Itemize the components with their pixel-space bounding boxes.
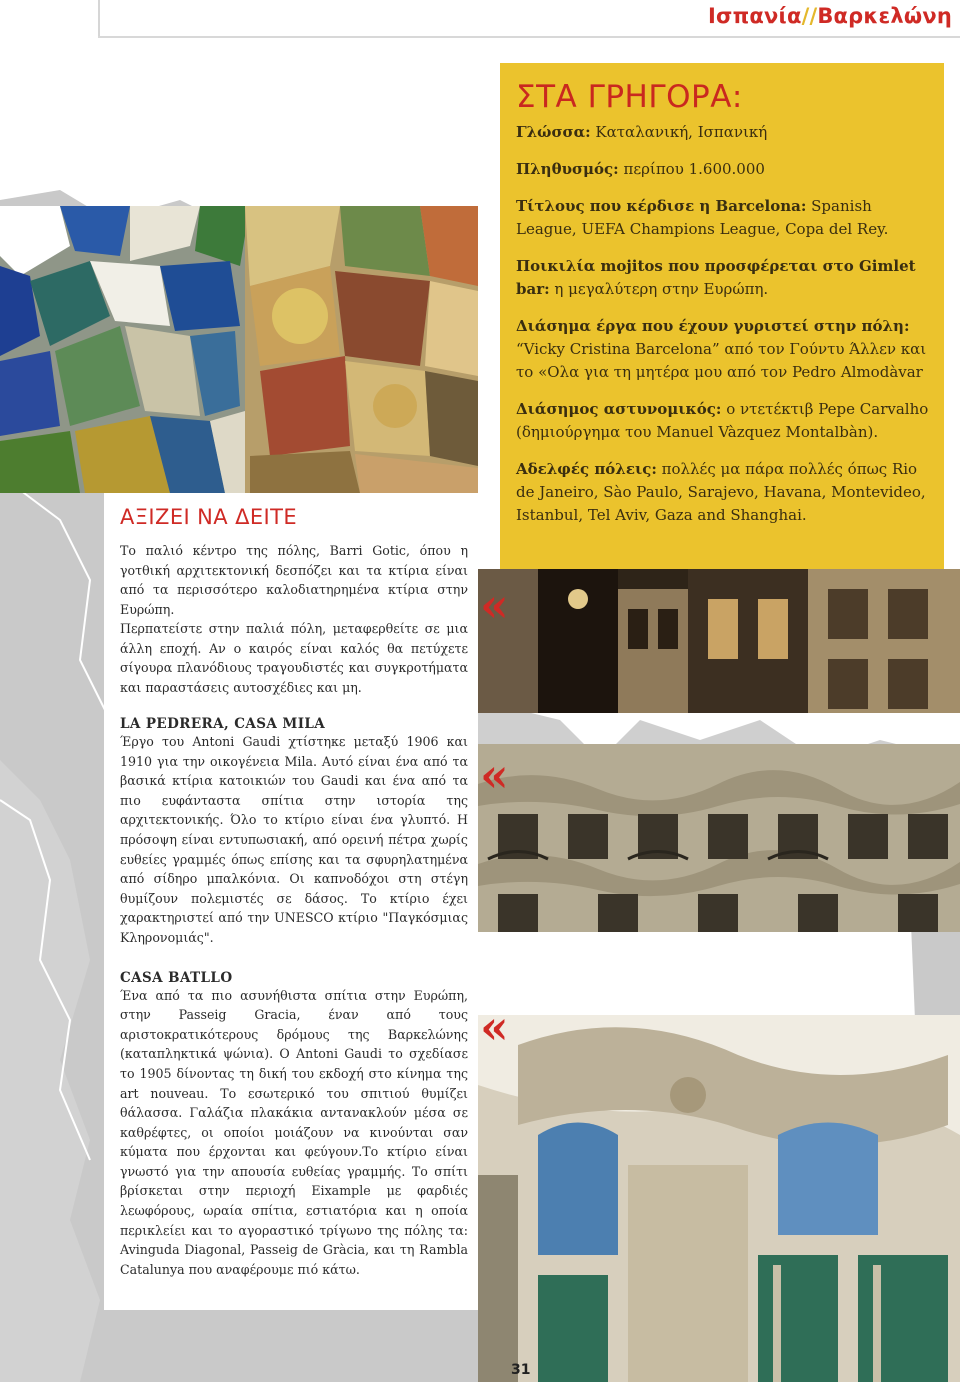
fact-text: Καταλανική, Ισπανική — [590, 123, 768, 141]
fact-label: Πληθυσμός: — [516, 160, 619, 178]
fact-item — [516, 121, 930, 144]
fact-item — [516, 158, 930, 181]
worth-seeing-paragraph: Το παλιό κέντρο της πόλης, Barri Gotic, όπου η γοτθική αρχιτεκτονική δεσπόζει και τα κτίρια είναι από τα περισσότερο καλοδιατηρημένα κτίρια στην Ευρώπη. — [120, 543, 468, 617]
quote-mark: « — [480, 748, 509, 802]
pedrera-body: Έργο του Antoni Gaudi χτίστηκε μεταξύ 1906 και 1910 για την οικογένεια Mila. Αυτό είναι ένα από τα βασικά κτίρια κατοικιών του Gaudi και ένα από τα πιο ευφάνταστα σπίτια στην ιστορία της αρχιτεκτονικής. Όλο το κτίριο είναι ένα γλυπτό. Η πρόσοψη είναι εντυπωσιακή, από ορεινή πέτρα χωρίς ευθείες γραμμές όπως επίσης και τα σφυρηλατημένα από σίδηρο μπαλκόνια. Οι καπνοδόχοι στη στέγη θυμίζουν πολεμιστές σε δάσος. Το κτίριο έχει χαρακτηριστεί από την UNESCO κτίριο "Παγκόσμιας Κληρονομιάς". — [120, 734, 468, 945]
fact-text: ο ντετέκτιβ Pepe Carvalho (δημιούργημα του Manuel Vàzquez Montalbàn). — [516, 400, 929, 441]
batllo-heading: CASA BATLLO — [120, 969, 233, 986]
title-separator: // — [801, 4, 818, 28]
street-photo — [478, 569, 960, 713]
pedrera-heading: LA PEDRERA, CASA MILA — [120, 716, 326, 732]
city-label: Βαρκελώνη — [817, 4, 952, 28]
worth-seeing-title: ΑΞΙΖΕΙ ΝΑ ΔΕΙΤΕ — [120, 505, 298, 529]
quick-facts-title: ΣΤΑ ΓΡΗΓΟΡΑ: — [516, 79, 743, 115]
fact-label: Γλώσσα: — [516, 123, 591, 141]
batllo-body: Ένα από τα πιο ασυνήθιστα σπίτια στην Ευρώπη, στην Passeig Gracia, έναν από τους αριστοκρατικότερους δρόμους της Βαρκελώνης (καταπληκτικά ψώνια). Ο Antoni Gaudi το σχεδίασε το 1905 δίνοντας τη δική του εκδοχή στο κίνημα της art nouveau. Το εσωτερικό του σπιτιού θυμίζει θάλασσα. Γαλάζια πλακάκια αντανακλούν μέσα σε καθρέφτες, οι οποίοι μοιάζουν να κινούνται σαν κύματα που έρχονται και φεύγουν.Το κτίριο είναι γνωστό για την απουσία ευθείας γραμμής. Το σπίτι βρίσκεται στην περιοχή Eixample με φαρδιές λεωφόρους, ωραία σπίτια, εστιατόρια και η οποία περικλείει και το αγοραστικό τρίγωνο της πόλης τα: Avinguda Diagonal, Passeig de Gràcia, και τη Rambla Catalunya που αναφέρουμε πιό κάτω. — [120, 987, 468, 1277]
fact-text: η μεγαλύτερη στην Ευρώπη. — [549, 280, 769, 298]
worth-seeing-paragraph: Περπατείστε στην παλιά πόλη, μεταφερθείτε σε μια άλλη εποχή. Αν ο καιρός είναι καλός θα πετύχετε σίγουρα πλανόδιους τραγουδιστές και συγκροτήματα και παραστάσεις αυτοσχέδιες και μη. — [120, 621, 468, 695]
fact-label: Ποικιλία mojitos που προσφέρεται στο Gimlet bar: — [516, 257, 916, 298]
fact-item — [516, 195, 930, 241]
fact-text: “Vicky Cristina Barcelona” από τον Γούντυ Άλλεν και το «Ολα για τη μητέρα μου από τον Pedro Almodàvar — [516, 340, 927, 381]
casa-batllo-photo — [478, 1015, 960, 1382]
fact-item — [516, 398, 930, 444]
country-label: Ισπανία — [708, 4, 802, 28]
fact-item — [516, 458, 930, 527]
fact-text: Spanish League, UEFA Champions League, Copa del Rey. — [516, 197, 889, 238]
page-number: 31 — [511, 1362, 531, 1378]
fact-label: Διάσημα έργα που έχουν γυριστεί στην πόλη: — [516, 317, 910, 335]
fact-text: περίπου 1.600.000 — [618, 160, 765, 178]
quick-facts-list — [516, 121, 930, 527]
mosaic-photo — [0, 206, 478, 493]
fact-text: πολλές μα πάρα πολλές όπως Rio de Janeiro, Sào Paulo, Sarajevo, Havana, Montevideo, Istanbul, Tel Aviv, Gaza and Shanghai. — [516, 460, 926, 524]
header-underline — [98, 36, 960, 38]
fact-label: Τίτλους που κέρδισε η Barcelona: — [516, 197, 807, 215]
fact-item — [516, 315, 930, 384]
la-pedrera-photo — [478, 744, 960, 932]
header-divider — [98, 0, 100, 36]
worth-seeing-box — [104, 493, 478, 704]
fact-label: Διάσημος αστυνομικός: — [516, 400, 722, 418]
fact-label: Αδελφές πόλεις: — [516, 460, 657, 478]
quick-facts-box — [500, 63, 944, 569]
quote-mark: « — [480, 1000, 509, 1054]
article-column — [104, 704, 478, 1310]
fact-item — [516, 255, 930, 301]
quote-mark: « — [480, 578, 509, 632]
section-title — [708, 4, 952, 28]
